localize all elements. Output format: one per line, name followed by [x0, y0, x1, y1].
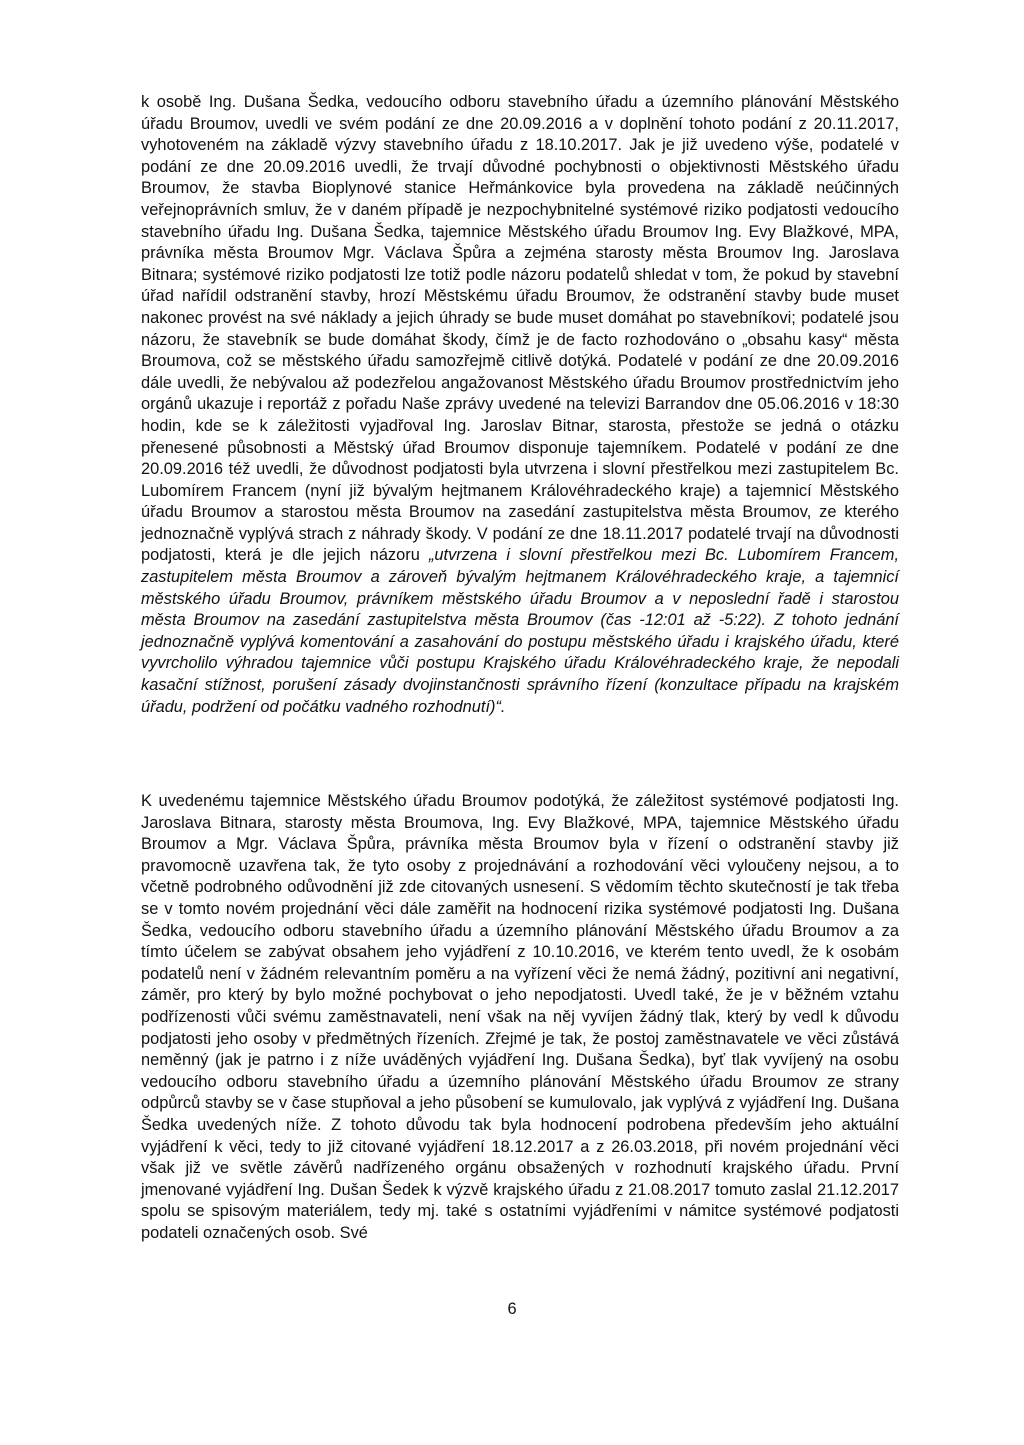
- body-paragraph: [141, 92, 899, 718]
- paragraph-text: K uvedenému tajemnice Městského úřadu Broumov podotýká, že záležitost systémové podjatosti Ing. Jaroslava Bitnara, starosty města Broumova, Ing. Evy Blažkové, MPA, tajemnice Městského úřadu Broumov a Mgr. Václava Špůra, právníka města Broumov byla v řízení o odstranění stavby již pravomocně uzavřena tak, že tyto osoby z projednávání a rozhodování věci vyloučeny nejsou, a to včetně podrobného odůvodnění již zde citovaných usnesení. S vědomím těchto skutečností je tak třeba se v tomto novém projednání věci dále zaměřit na hodnocení rizika systémové podjatosti Ing. Dušana Šedka, vedoucího odboru stavebního úřadu a územního plánování Městského úřadu Broumov a za tímto účelem se zabývat obsahem jeho vyjádření z 10.10.2016, ve kterém tento uvedl, že k osobám podatelů není v žádném relevantním poměru a na vyřízení věci že nemá žádný, pozitivní ani negativní, záměr, pro který by bylo možné pochybovat o jeho nepodjatosti. Uvedl také, že je v běžném vztahu podřízenosti vůči svému zaměstnavateli, není však na něj vyvíjen žádný tlak, který by vedl k důvodu podjatosti jeho osoby v předmětných řízeních. Zřejmé je tak, že postoj zaměstnavatele ve věci zůstává neměnný (jak je patrno i z níže uváděných vyjádření Ing. Dušana Šedka), byť tlak vyvíjený na osobu vedoucího odboru stavebního úřadu a územního plánování Městského úřadu Broumov ze strany odpůrců stavby se v čase stupňoval a jeho působení se kumulovalo, jak vyplývá z vyjádření Ing. Dušana Šedka uvedených níže. Z tohoto důvodu tak byla hodnocení podrobena především jeho aktuální vyjádření k věci, tedy to již citované vyjádření 18.12.2017 a z 26.03.2018, při novém projednání věci však již ve světle závěrů nadřízeného orgánu obsažených v rozhodnutí krajského úřadu. První jmenované vyjádření Ing. Dušan Šedek k výzvě krajského úřadu z 21.08.2017 tomuto zaslal 21.12.2017 spolu se spisovým materiálem, tedy mj. také s ostatními vyjádřeními v námitce systémové podjatosti podateli označených osob. Své: [141, 792, 899, 1242]
- paragraph-text: [141, 92, 899, 718]
- quoted-italic-text: „utvrzena i slovní přestřelkou mezi Bc. Lubomírem Francem, zastupitelem města Broumov a zároveň bývalým hejtmanem Královéhradeckého kraje, a tajemnicí městského úřadu Broumov, právníkem městského úřadu Broumov a v neposlední řadě i starostou města Broumov na zasedání zastupitelstva města Broumov (čas -12:01 až -5:22). Z tohoto jednání jednoznačně vyplývá komentování a zasahování do postupu městského úřadu i krajského úřadu, které vyvrcholilo výhradou tajemnice vůči postupu Krajského úřadu Královéhradeckého kraje, že nepodali kasační stížnost, porušení zásady dvojinstančnosti správního řízení (konzultace případu na krajském úřadu, podržení od počátku vadného rozhodnutí)“.: [141, 546, 899, 716]
- body-paragraph: [141, 791, 899, 1244]
- page-number: 6: [507, 1300, 517, 1318]
- paragraph-plain-text: k osobě Ing. Dušana Šedka, vedoucího odboru stavebního úřadu a územního plánování Městského úřadu Broumov, uvedli ve svém podání ze dne 20.09.2016 a v doplnění tohoto podání z 20.11.2017, vyhotoveném na základě výzvy stavebního úřadu z 18.10.2017. Jak je již uvedeno výše, podatelé v podání ze dne 20.09.2016 uvedli, že trvají důvodné pochybnosti o objektivnosti Městského úřadu Broumov, že stavba Bioplynové stanice Heřmánkovice byla provedena na základě neúčinných veřejnoprávních smluv, že v daném případě je nezpochybnitelné systémové riziko podjatosti vedoucího stavebního úřadu Ing. Dušana Šedka, tajemnice Městského úřadu Broumov Ing. Evy Blažkové, MPA, právníka města Broumov Mgr. Václava Špůra a zejména starosty města Broumov Ing. Jaroslava Bitnara; systémové riziko podjatosti lze totiž podle názoru podatelů shledat v tom, že pokud by stavební úřad nařídil odstranění stavby, hrozí Městskému úřadu Broumov, že odstranění stavby bude muset nakonec provést na své náklady a jejich úhrady se bude muset domáhat po stavebníkovi; podatelé jsou názoru, že stavebník se bude domáhat škody, čímž je de facto rozhodováno o „obsahu kasy“ města Broumova, což se městského úřadu samozřejmě citlivě dotýká. Podatelé v podání ze dne 20.09.2016 dále uvedli, že nebývalou až podezřelou angažovanost Městského úřadu Broumov prostřednictvím jeho orgánů ukazuje i reportáž z pořadu Naše zprávy uvedené na televizi Barrandov dne 05.06.2016 v 18:30 hodin, kde se k záležitosti vyjadřoval Ing. Jaroslav Bitnar, starosta, přestože se jedná o otázku přenesené působnosti a Městský úřad Broumov disponuje tajemníkem. Podatelé v podání ze dne 20.09.2016 též uvedli, že důvodnost podjatosti byla utvrzena i slovní přestřelkou mezi zastupitelem Bc. Lubomírem Francem (nyní již bývalým hejtmanem Královéhradeckého kraje) a tajemnicí Městského úřadu Broumov a starostou města Broumov na zasedání zastupitelstva města Broumov, ze kterého jednoznačně vyplývá strach z náhrady škody. V podání ze dne 18.11.2017 podatelé trvají na důvodnosti podjatosti, která je dle jejich názoru: [141, 93, 899, 565]
